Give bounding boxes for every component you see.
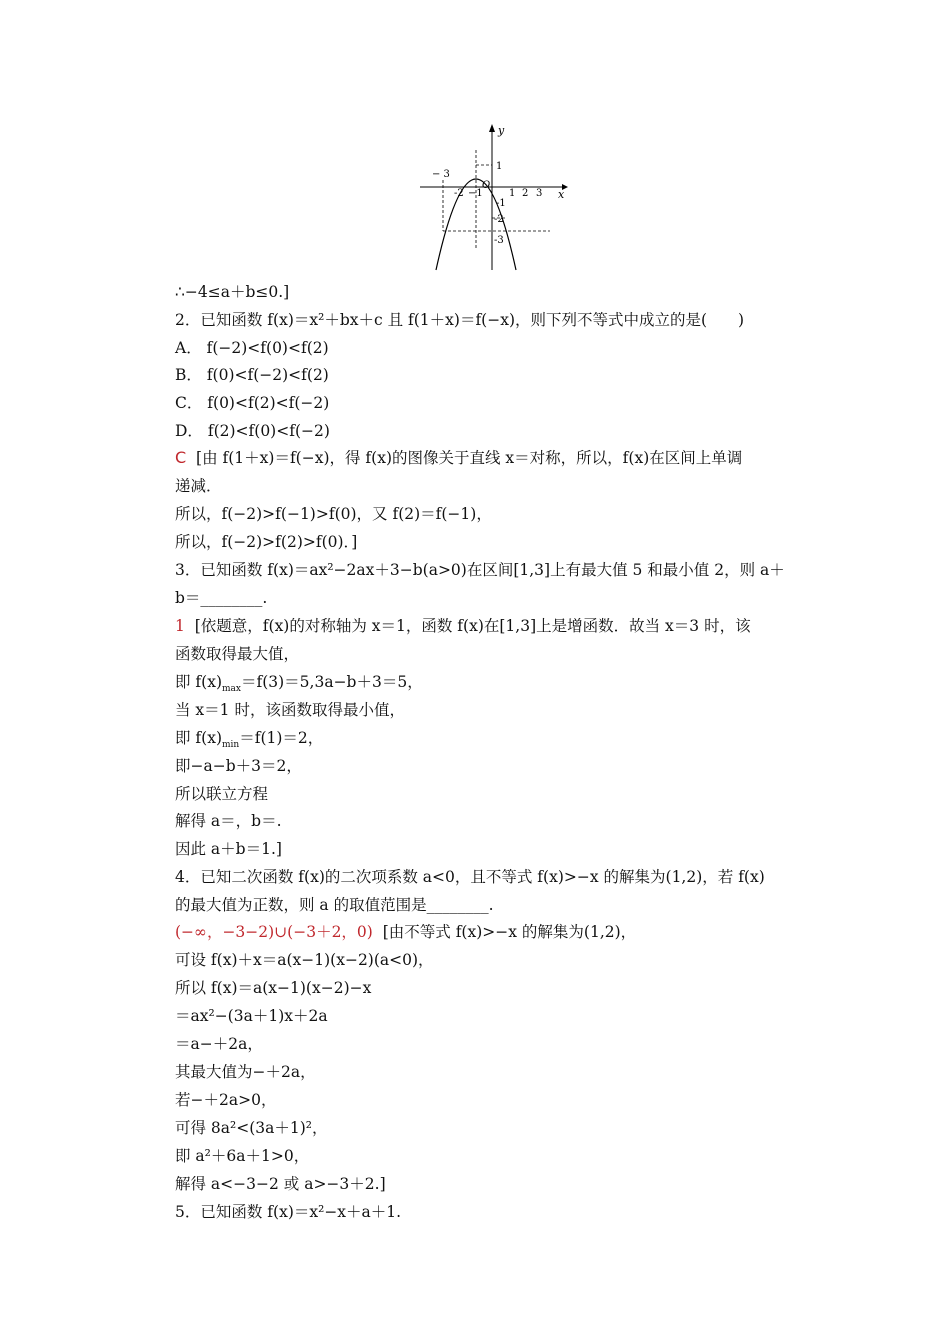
tick-label-neg2: -2 (454, 188, 464, 199)
text-line: 可得 8a²<(3a＋1)²， (175, 1119, 328, 1137)
text-line: 函数取得最大值， (175, 645, 300, 663)
tick-label-neg3-top: − 3 (432, 169, 450, 180)
parabola-graph (412, 120, 572, 275)
text-line (175, 672, 423, 699)
text-line: 解得 a<−3−2 或 a>−3＋2.] (175, 1175, 386, 1193)
answer-4: (−∞，−3−2)∪(−3＋2，0) (175, 923, 373, 941)
question-3-cont: b＝________. (175, 589, 268, 607)
text-line: 递减． (175, 477, 222, 495)
answer-2-explanation: [由 f(1＋x)＝f(−x)，得 f(x)的图像关于直线 x＝对称，所以，f(x)在区间上单调 (196, 449, 743, 467)
y-axis-arrow (489, 124, 495, 132)
text-line: 所以 f(x)＝a(x−1)(x−2)−x (175, 979, 372, 997)
text-line: 所以，f(−2)>f(−1)>f(0)，又 f(2)＝f(−1)， (175, 505, 492, 523)
text-line: ＝ax²−(3a＋1)x＋2a (175, 1007, 328, 1025)
option-a: A． f(−2)<f(0)<f(2) (175, 339, 329, 357)
answer-3: 1 (175, 617, 185, 635)
option-c: C． f(0)<f(2)<f(−2) (175, 394, 330, 412)
tick-label-yneg2: -2 (494, 214, 504, 225)
answer-3-explanation: [依题意，f(x)的对称轴为 x＝1，函数 f(x)在[1,3]上是增函数．故当 x＝3 时，该 (194, 617, 751, 635)
option-b: B． f(0)<f(−2)<f(2) (175, 366, 329, 384)
answer-2: C (175, 448, 187, 467)
origin-label: O (482, 180, 491, 191)
answer-4-explanation: [由不等式 f(x)>−x 的解集为(1,2)， (382, 923, 637, 941)
tick-label-neg1: −1 (468, 188, 483, 199)
text-fragment: ＝f(3)＝5,3a−b＋3＝5， (240, 673, 423, 691)
question-4: 4．已知二次函数 f(x)的二次项系数 a<0，且不等式 f(x)>−x 的解集为(1,2)，若 f(x) (175, 868, 765, 886)
text-line: ＝a−＋2a， (175, 1035, 263, 1053)
text-line: 当 x＝1 时，该函数取得最小值， (175, 701, 405, 719)
text-line: 即−a−b＋3＝2， (175, 757, 302, 775)
question-3: 3．已知函数 f(x)＝ax²−2ax＋3−b(a>0)在区间[1,3]上有最大值 5 和最小值 2，则 a＋ (175, 561, 785, 579)
answer-3-line (175, 616, 751, 636)
text-fragment: 即 f(x) (175, 673, 222, 691)
tick-label-yneg1: -1 (496, 198, 506, 209)
tick-label-pos3: 3 (536, 188, 543, 199)
question-2: 2．已知函数 f(x)＝x²＋bx＋c 且 f(1＋x)＝f(−x)，则下列不等式中成立的是( ) (175, 311, 745, 329)
tick-label-pos2: 2 (522, 188, 529, 199)
question-4-cont: 的最大值为正数，则 a 的取值范围是________. (175, 896, 494, 914)
text-line: 解得 a＝，b＝. (175, 812, 282, 830)
answer-2-line (175, 448, 742, 468)
text-line: ∴−4≤a＋b≤0.] (175, 283, 290, 301)
text-fragment: 即 f(x) (175, 729, 222, 747)
text-line: 其最大值为−＋2a， (175, 1063, 316, 1081)
text-fragment: ＝f(1)＝2， (239, 729, 324, 747)
option-d: D． f(2)<f(0)<f(−2) (175, 422, 330, 440)
answer-4-line (175, 922, 636, 942)
text-line: 可设 f(x)＋x＝a(x−1)(x−2)(a<0)， (175, 951, 434, 969)
text-line: 所以联立方程 (175, 785, 269, 803)
text-line: 所以，f(−2)>f(2)>f(0)．] (175, 533, 358, 551)
y-axis-label: y (498, 124, 505, 137)
text-line: 即 a²＋6a＋1>0， (175, 1147, 310, 1165)
question-5: 5．已知函数 f(x)＝x²−x＋a＋1. (175, 1203, 402, 1221)
tick-label-pos1: 1 (509, 188, 516, 199)
subscript-min: min (222, 740, 240, 751)
text-line (175, 728, 323, 755)
tick-label-yneg3: -3 (494, 235, 504, 246)
x-axis-label: x (558, 188, 565, 201)
text-line: 因此 a＋b＝1.] (175, 840, 282, 858)
subscript-max: max (222, 684, 241, 695)
tick-label-y1: 1 (496, 161, 503, 172)
text-line: 若−＋2a>0， (175, 1091, 277, 1109)
